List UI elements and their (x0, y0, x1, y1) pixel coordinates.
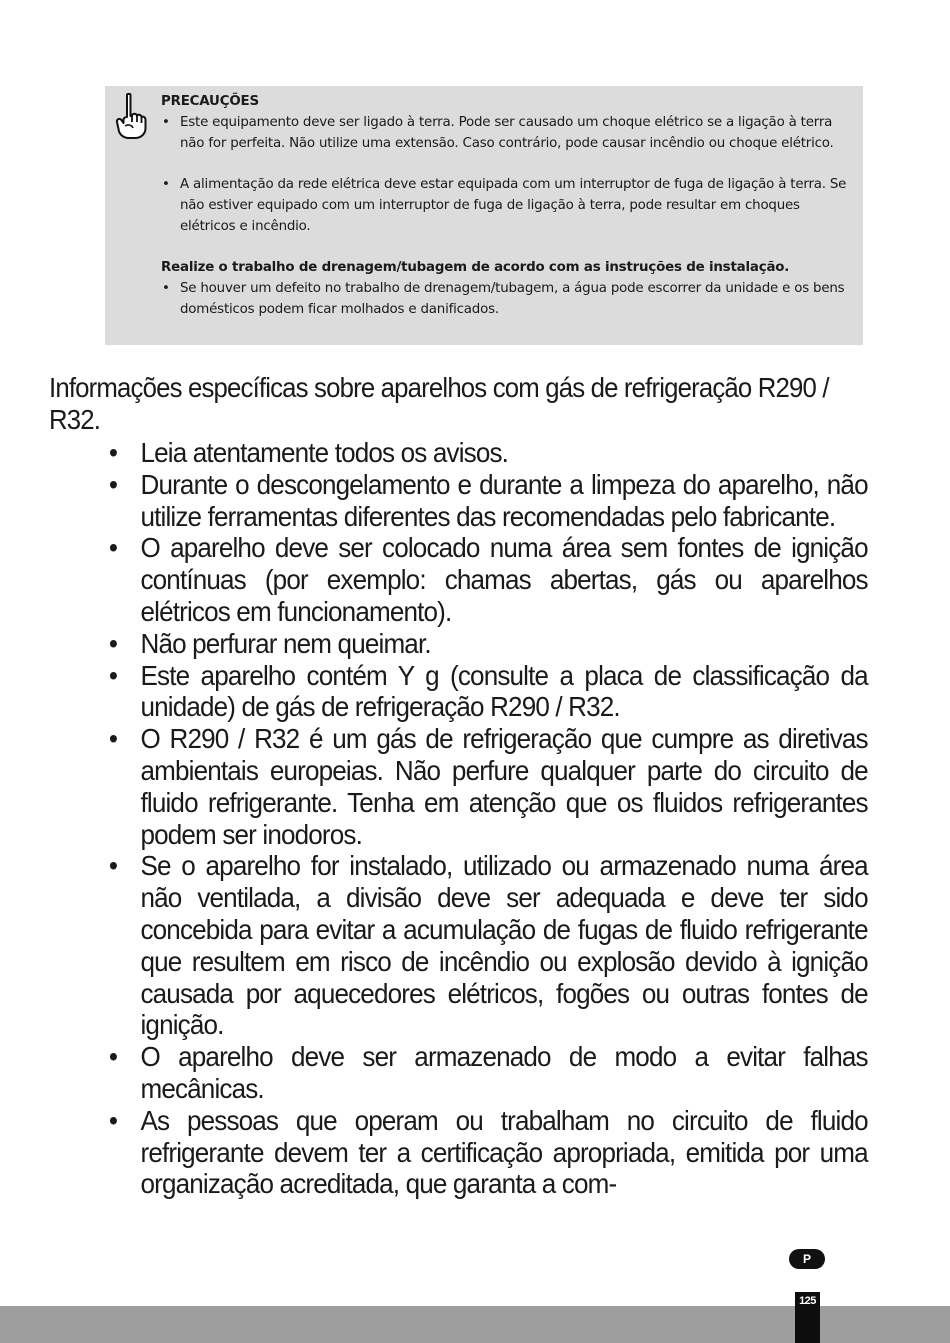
section-list (107, 437, 868, 1200)
caution-bullet: • Se houver um defeito no trabalho de drenagem/tubagem, a água pode escorrer da unidade e os bens domésticos podem ficar molhados e danificados. (161, 278, 857, 320)
caution-content (161, 91, 857, 320)
list-item: • O aparelho deve ser colocado numa área sem fontes de ignição contínuas (por exemplo: chamas abertas, gás ou aparelhos elétricos em funcionamento). (107, 532, 868, 627)
list-item: • Durante o descongelamento e durante a limpeza do aparelho, não utilize ferramentas diferentes das recomendadas pelo fabricante. (107, 469, 868, 533)
list-item: • O R290 / R32 é um gás de refrigeração que cumpre as diretivas ambientais europeias. Não perfure qualquer parte do circuito de fluido refrigerante. Tenha em atenção que os fluidos refrigerantes podem ser inodoros. (107, 723, 868, 850)
caution-list-a2 (161, 174, 857, 237)
section-heading: Informações específicas sobre aparelhos com gás de refrigeração R290 / R32. (49, 372, 829, 435)
list-item: • Este aparelho contém Y g (consulte a placa de classificação da unidade) de gás de refrigeração R290 / R32. (107, 660, 868, 724)
list-item: • Leia atentamente todos os avisos. (107, 437, 868, 469)
caution-bullet: • A alimentação da rede elétrica deve estar equipada com um interruptor de fuga de ligação à terra. Se não estiver equipado com um interruptor de fuga de ligação à terra, pode resultar em choques elétricos e incêndio. (161, 174, 857, 237)
page-tab (795, 1292, 820, 1343)
list-item: • Não perfurar nem queimar. (107, 628, 868, 660)
hand-pointing-up-icon (113, 92, 149, 142)
caution-title: PRECAUÇÕES (161, 94, 259, 109)
caution-bullet: • Este equipamento deve ser ligado à terra. Pode ser causado um choque elétrico se a ligação à terra não for perfeita. Não utilize uma extensão. Caso contrário, pode causar incêndio ou choque elétrico. (161, 112, 857, 154)
list-item: • O aparelho deve ser armazenado de modo a evitar falhas mecânicas. (107, 1041, 868, 1105)
caution-box (105, 86, 863, 345)
language-badge: P (789, 1249, 825, 1269)
caution-list-b (161, 278, 857, 320)
caution-list-a (161, 112, 857, 154)
list-item: • Se o aparelho for instalado, utilizado ou armazenado numa área não ventilada, a divisão deve ser adequada e deve ter sido concebida para evitar a acumulação de fugas de fluido refrigerante que resultem em risco de incêndio ou explosão devido à ignição causada por aquecedores elétricos, fogões ou outras fontes de ignição. (107, 850, 868, 1041)
page-number: 125 (799, 1295, 816, 1307)
list-item: • As pessoas que operam ou trabalham no circuito de fluido refrigerante devem ter a certificação apropriada, emitida por uma organização acreditada, que garanta a com- (107, 1105, 868, 1200)
caution-subtitle: Realize o trabalho de drenagem/tubagem de acordo com as instruções de instalação. (161, 260, 790, 275)
